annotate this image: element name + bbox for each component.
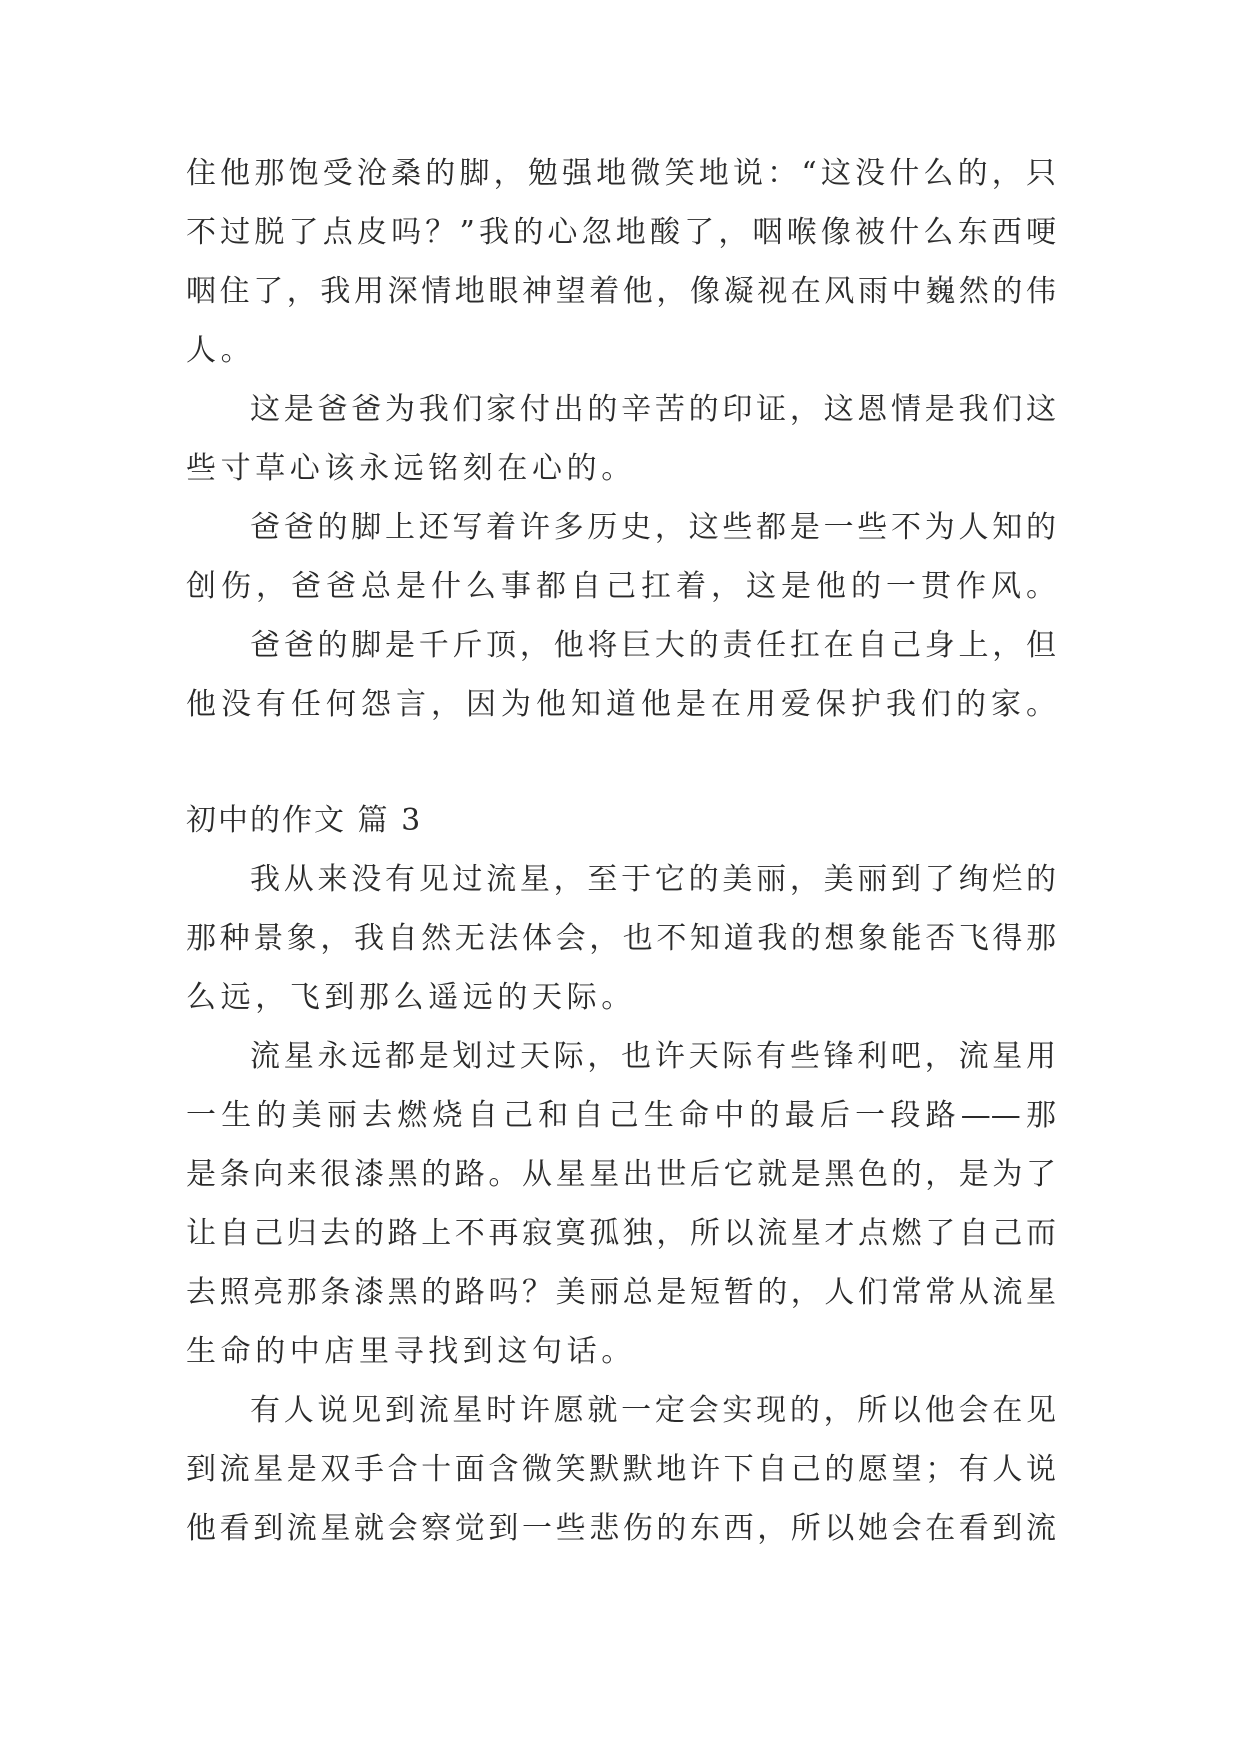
text-line: 流星永远都是划过天际，也许天际有些锋利吧，流星用 <box>250 1039 1056 1074</box>
text-line: 不过脱了点皮吗？”我的心忽地酸了，咽喉像被什么东西哽 <box>186 215 1056 250</box>
text-line: 创伤，爸爸总是什么事都自己扛着，这是他的一贯作风。 <box>186 569 1056 604</box>
text-line: 一生的美丽去燃烧自己和自己生命中的最后一段路——那 <box>186 1098 1056 1133</box>
text-line: 爸爸的脚是千斤顶，他将巨大的责任扛在自己身上，但 <box>250 628 1056 663</box>
text-line: 我从来没有见过流星，至于它的美丽，美丽到了绚烂的 <box>250 862 1056 897</box>
text-line: 咽住了，我用深情地眼神望着他，像凝视在风雨中巍然的伟 <box>186 274 1056 309</box>
text-line: 人。 <box>186 333 256 368</box>
text-line: 是条向来很漆黑的路。从星星出世后它就是黑色的，是为了 <box>186 1157 1056 1192</box>
text-line: 那种景象，我自然无法体会，也不知道我的想象能否飞得那 <box>186 921 1056 956</box>
section-heading: 初中的作文 篇 3 <box>186 803 423 838</box>
text-line: 么远，飞到那么遥远的天际。 <box>186 980 636 1015</box>
text-line: 他看到流星就会察觉到一些悲伤的东西，所以她会在看到流 <box>186 1511 1056 1546</box>
text-line: 爸爸的脚上还写着许多历史，这些都是一些不为人知的 <box>250 510 1056 545</box>
text-line: 有人说见到流星时许愿就一定会实现的，所以他会在见 <box>250 1393 1056 1428</box>
text-line: 些寸草心该永远铭刻在心的。 <box>186 451 636 486</box>
text-line: 生命的中店里寻找到这句话。 <box>186 1334 636 1369</box>
text-line: 到流星是双手合十面含微笑默默地许下自己的愿望；有人说 <box>186 1452 1056 1487</box>
text-line: 去照亮那条漆黑的路吗？美丽总是短暂的，人们常常从流星 <box>186 1275 1056 1310</box>
text-line: 让自己归去的路上不再寂寞孤独，所以流星才点燃了自己而 <box>186 1216 1056 1251</box>
text-line: 这是爸爸为我们家付出的辛苦的印证，这恩情是我们这 <box>250 392 1056 427</box>
text-line: 住他那饱受沧桑的脚，勉强地微笑地说：“这没什么的，只 <box>186 156 1056 191</box>
text-line: 他没有任何怨言，因为他知道他是在用爱保护我们的家。 <box>186 687 1056 722</box>
